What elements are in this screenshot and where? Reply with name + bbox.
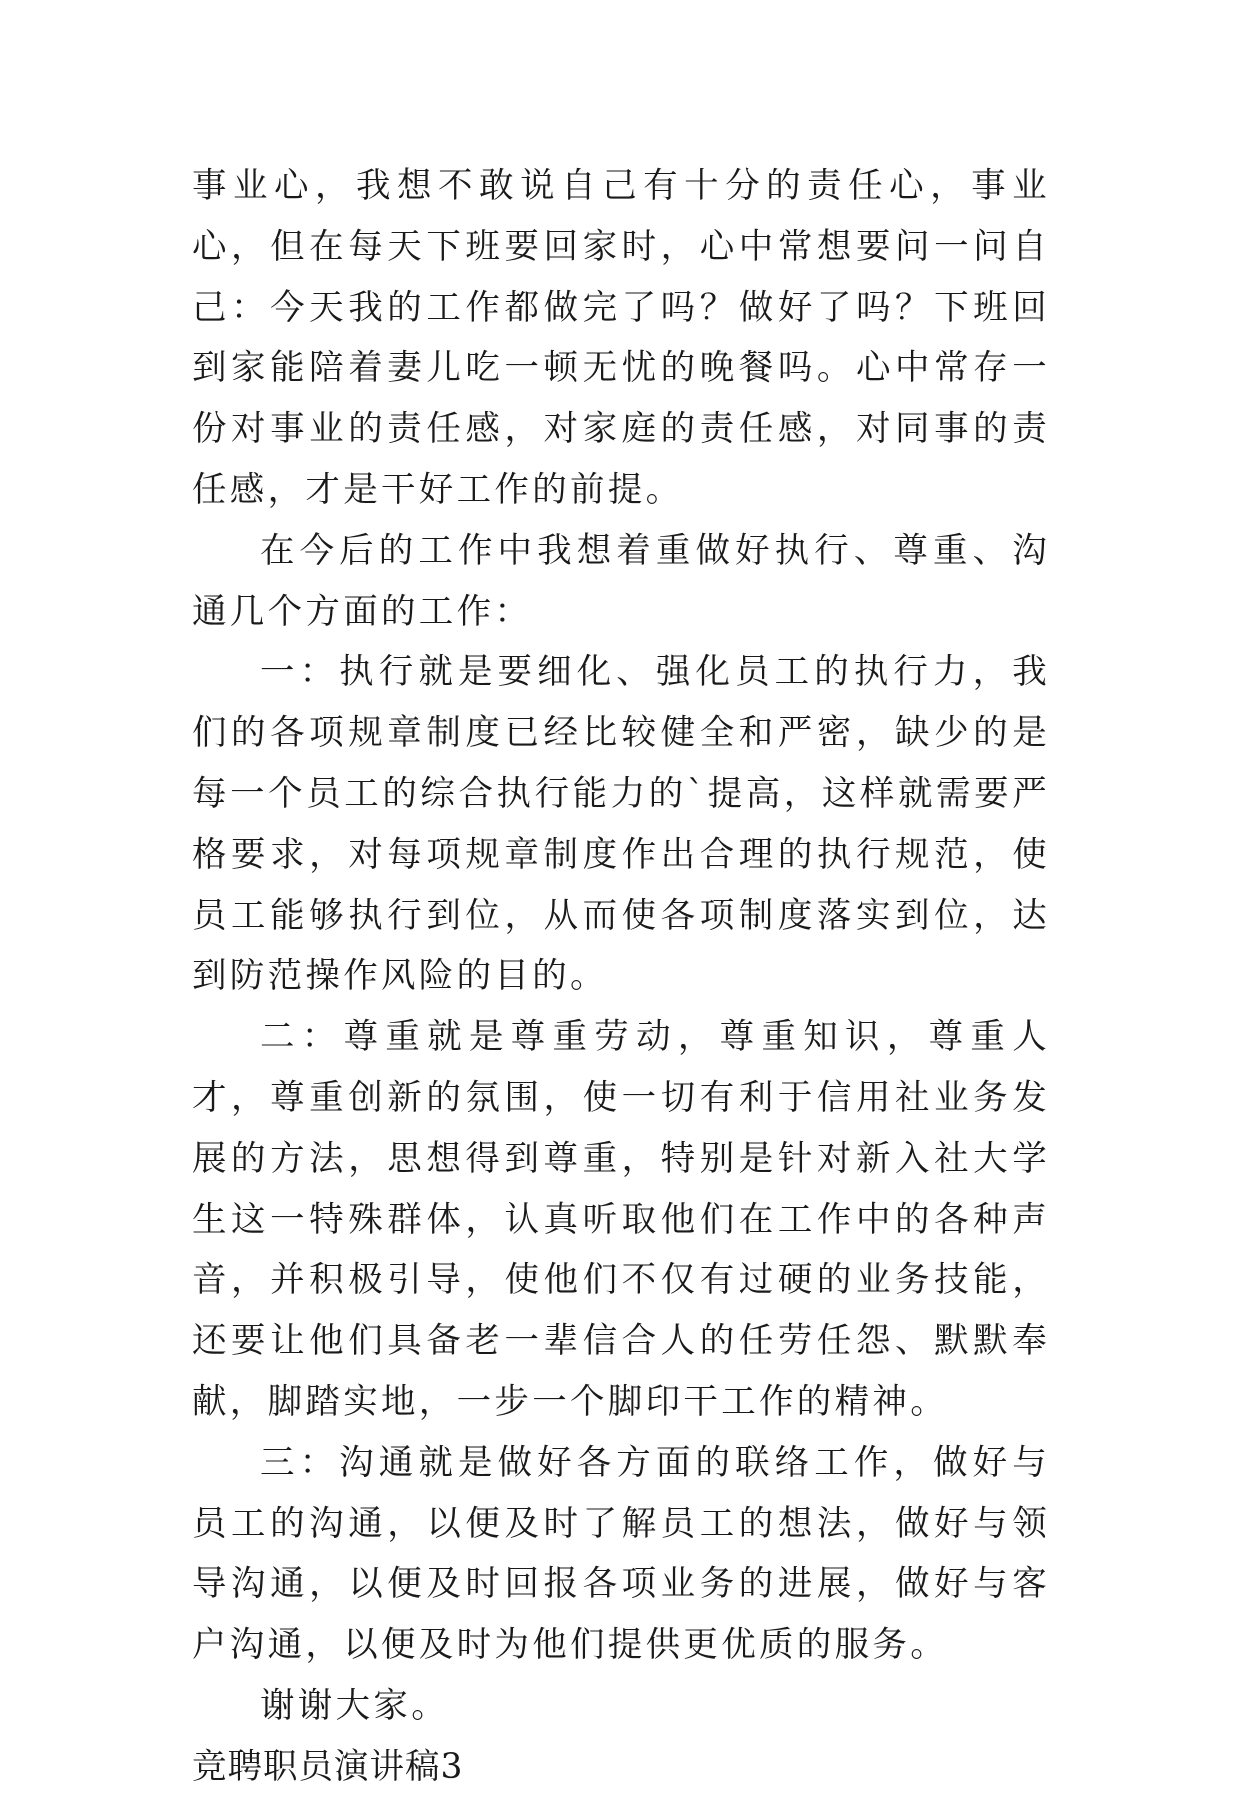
paragraph-respect: 二：尊重就是尊重劳动，尊重知识，尊重人才，尊重创新的氛围，使一切有利于信用社业务发展的方法，思想得到尊重，特别是针对新入社大学生这一特殊群体，认真听取他们在工作中的各种声音，并积极引导，使他们不仅有过硬的业务技能，还要让他们具备老一辈信合人的任劳任怨、默默奉献，脚踏实地，一步一个脚印干工作的精神。: [192, 1017, 1050, 1422]
paragraph-intro: 在今后的工作中我想着重做好执行、尊重、沟通几个方面的工作：: [192, 530, 1050, 632]
paragraph-communication: 三：沟通就是做好各方面的联络工作，做好与员工的沟通，以便及时了解员工的想法，做好与领导沟通，以便及时回报各项业务的进展，做好与客户沟通，以便及时为他们提供更优质的服务。: [192, 1442, 1050, 1666]
paragraph-thanks: 谢谢大家。: [260, 1685, 449, 1726]
paragraph-responsibility: 事业心，我想不敢说自己有十分的责任心，事业心，但在每天下班要回家时，心中常想要问一问自己：今天我的工作都做完了吗？做好了吗？下班回到家能陪着妻儿吃一顿无忧的晚餐吗。心中常存一份对事业的责任感，对家庭的责任感，对同事的责任感，才是干好工作的前提。: [192, 166, 1050, 510]
document-page: [192, 156, 1050, 1798]
paragraph-execution: 一：执行就是要细化、强化员工的执行力，我们的各项规章制度已经比较健全和严密，缺少的是每一个员工的综合执行能力的`提高，这样就需要严格要求，对每项规章制度作出合理的执行规范，使员工能够执行到位，从而使各项制度落实到位，达到防范操作风险的目的。: [192, 652, 1050, 997]
section-heading: 竞聘职员演讲稿3: [192, 1746, 464, 1787]
